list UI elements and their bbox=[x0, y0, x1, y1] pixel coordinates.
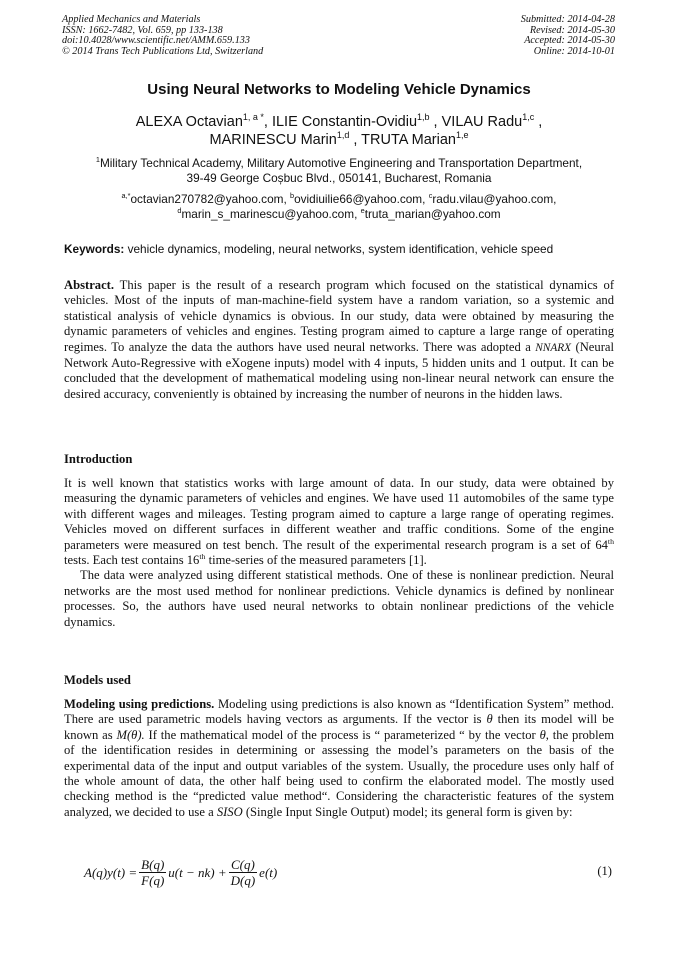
models-text: then its model will be known as bbox=[64, 712, 615, 742]
models-text: (Single Input Single Output) model; its general form is given by: bbox=[242, 804, 573, 819]
revised-date: Revised: 2014-05-30 bbox=[529, 24, 615, 36]
author-list: ALEXA Octavian$^{1, a *}$, ILIE Constantin-Ovidiu$^{1,b}$ , VILAU Radu$^{1,c}$ , MARINESCU Marin$^{1,d}$ , TRUTA Marian$^{1,e}$ bbox=[135, 112, 543, 148]
author-emails bbox=[40, 192, 638, 222]
siso-term: SISO bbox=[216, 804, 243, 819]
email-mark: d bbox=[177, 206, 182, 216]
models-subheading: Modeling using predictions. bbox=[64, 697, 215, 711]
keywords-text: vehicle dynamics, modeling, neural networks, system identification, vehicle speed bbox=[127, 242, 554, 256]
online-date: Online: 2014-10-01 bbox=[533, 45, 615, 57]
abstract-paragraph bbox=[64, 278, 614, 402]
journal-info bbox=[62, 15, 263, 57]
introduction-section bbox=[64, 476, 614, 630]
author-affil-mark: 1,b bbox=[417, 112, 430, 123]
model-symbol: M(θ). bbox=[116, 727, 145, 742]
paper-title: Using Neural Networks to Modeling Vehicle Dynamics bbox=[147, 81, 531, 98]
email-mark: a,* bbox=[121, 191, 131, 201]
introduction-heading: Introduction bbox=[64, 452, 133, 466]
affiliation-line-2: 39-49 George Coșbuc Blvd., 050141, Bucharest, Romania bbox=[186, 171, 492, 185]
equation-end: e(t) bbox=[259, 864, 278, 880]
author-name: ILIE Constantin-Ovidiu bbox=[271, 114, 418, 130]
journal-name: Applied Mechanics and Materials bbox=[62, 14, 201, 25]
models-text: If the mathematical model of the process is “ parameterized “ by the vector bbox=[144, 727, 540, 742]
ordinal-suffix: th bbox=[199, 551, 206, 561]
email-address: octavian270782@yahoo.com, bbox=[130, 192, 287, 206]
intro-text: It is well known that statistics works with large amount of data. In our study, data were obtained by measuring the dynamic parameters of vehicles and engines. We have used 11 automobiles of the same type with different wages and mileages. Testing program aimed to capture a large range of operating regimes. Vehicles moved on different surfaces in different weather and traffic conditions. Some of the engine parameters were measured on test bench. The result of the experimental research program is a set of 64 bbox=[64, 476, 614, 552]
models-text: , the problem of the identification resides in determining or assessing the model’s parameters on the basis of the experimental data of the input and output variables of the system. Usually, the procedure uses only half of the whole amount of data, the other half being used to confirm the elaborated model. The mostly used checking method is the “predicted value method“. Considering the characteristic features of the system analyzed, we decided to use a bbox=[64, 727, 614, 819]
author-name: TRUTA Marian bbox=[361, 132, 456, 148]
models-paragraph bbox=[64, 697, 614, 820]
email-address: ovidiuilie66@yahoo.com, bbox=[294, 192, 426, 206]
email-mark: b bbox=[290, 191, 295, 201]
author-name: ALEXA Octavian bbox=[135, 114, 243, 130]
email-address: radu.vilau@yahoo.com, bbox=[432, 192, 557, 206]
equation-middle: u(t − nk) + bbox=[168, 864, 227, 880]
abstract-label: Abstract. bbox=[64, 278, 115, 292]
abstract-text-2: (Neural Network Auto-Regressive with eXogene inputs) model with 4 inputs, 5 hidden units and 1 output. It can be concluded that the development of mathematical modeling using non-linear neural network can ensure the desired accuracy, conveniently is obtained by increasing the number of neurons in the hidden laws. bbox=[64, 339, 614, 401]
author-affil-mark: 1,c bbox=[522, 112, 535, 123]
introduction-paragraph-2: The data were analyzed using different statistical methods. One of these is nonlinear prediction. Neural networks are the most used method for nonlinear predictions. Vehicle dynamics is defined by nonlinear processes. So, the authors have used neural networks to obtain nonlinear predictions of the vehicle dynamics. bbox=[64, 568, 614, 629]
theta-symbol: θ bbox=[539, 727, 546, 742]
abstract-text-1: This paper is the result of a research program which focused on the statistical dynamics of vehicles. Most of the inputs of man-machine-field system have a random variation, so a systemic and statistical analysis of vehicle dynamics is obvious. In our study, data were obtained by measuring the dynamic parameters of vehicles and engines. Testing program aimed to capture a large range of operating regimes. To analyze the data the authors have used neural networks. There was adopted a bbox=[64, 278, 615, 354]
doi-line: doi:10.4028/www.scientific.net/AMM.659.133 bbox=[62, 35, 250, 47]
intro-text: tests. Each test contains 16 bbox=[64, 553, 200, 568]
fraction-numerator: B(q) bbox=[141, 857, 165, 872]
equation-number: (1) bbox=[597, 864, 612, 878]
email-address: marin_s_marinescu@yahoo.com, bbox=[181, 207, 358, 221]
submitted-date: Submitted: 2014-04-28 bbox=[520, 14, 615, 25]
fraction-c-over-d bbox=[229, 857, 258, 888]
email-address: truta_marian@yahoo.com bbox=[364, 207, 501, 221]
accepted-date: Accepted: 2014-05-30 bbox=[524, 35, 615, 47]
fraction-b-over-f bbox=[139, 857, 166, 888]
theta-symbol: θ bbox=[486, 712, 493, 727]
models-section bbox=[64, 697, 614, 820]
keywords bbox=[64, 242, 616, 256]
equation-lhs: A(q)y(t) = bbox=[84, 864, 138, 880]
nnarx-term: NNARX bbox=[535, 341, 572, 354]
affiliation bbox=[40, 156, 638, 186]
equation-1 bbox=[84, 857, 277, 888]
intro-text: time-series of the measured parameters [1]. bbox=[205, 553, 427, 568]
email-mark: e bbox=[360, 206, 365, 216]
introduction-paragraph-1 bbox=[64, 476, 614, 568]
affiliation-line-1: Military Technical Academy, Military Automotive Engineering and Transportation Department, bbox=[99, 156, 583, 170]
author-affil-mark: 1,e bbox=[455, 130, 469, 141]
fraction-denominator: F(q) bbox=[141, 873, 165, 888]
author-name: MARINESCU Marin bbox=[209, 132, 337, 148]
abstract bbox=[64, 278, 614, 402]
affiliation-mark: 1 bbox=[95, 155, 100, 165]
models-heading: Models used bbox=[64, 673, 131, 687]
issn-line: ISSN: 1662-7482, Vol. 659, pp 133-138 bbox=[62, 24, 223, 36]
models-text: Modeling using predictions is also known as “Identification System” method. There are used parametric models having vectors as arguments. If the vector is bbox=[64, 697, 614, 727]
ordinal-suffix: th bbox=[607, 536, 614, 546]
author-name: VILAU Radu bbox=[441, 114, 523, 130]
fraction-denominator: D(q) bbox=[230, 873, 256, 888]
publication-dates bbox=[521, 15, 615, 57]
copyright-line: © 2014 Trans Tech Publications Ltd, Switzerland bbox=[62, 45, 264, 57]
author-affil-mark: 1, a * bbox=[242, 112, 264, 123]
author-affil-mark: 1,d bbox=[336, 130, 350, 141]
email-mark: c bbox=[428, 191, 433, 201]
fraction-numerator: C(q) bbox=[230, 857, 255, 872]
keywords-label: Keywords: bbox=[64, 242, 125, 256]
